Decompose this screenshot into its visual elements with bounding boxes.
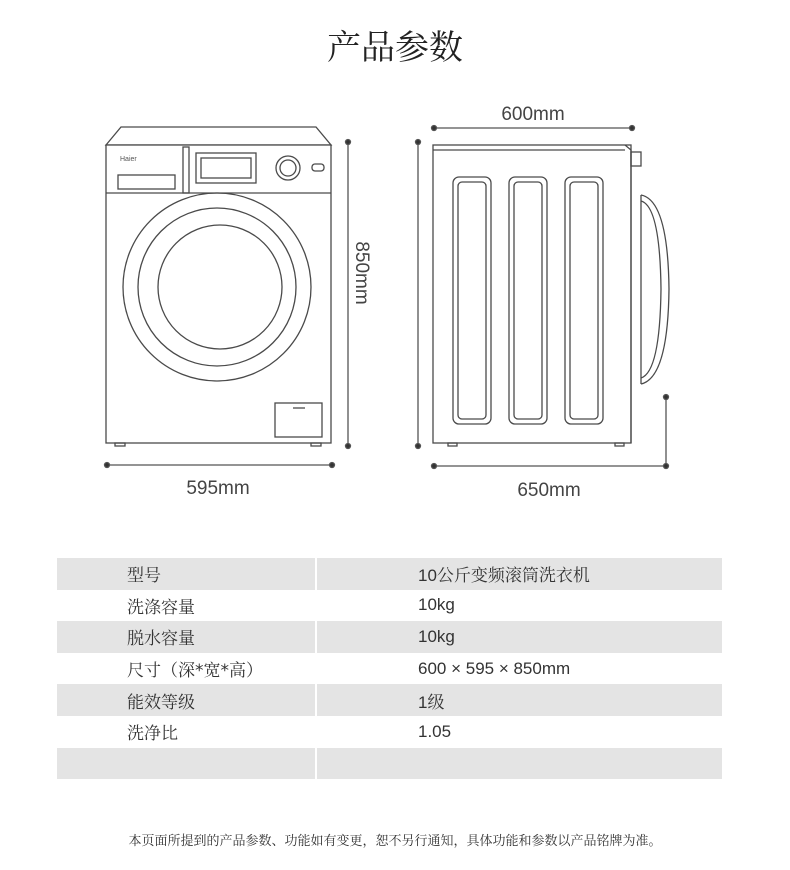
spec-label: 洗涤容量 <box>127 597 195 618</box>
page-title: 产品参数 <box>327 28 463 68</box>
spec-label: 脱水容量 <box>57 621 315 653</box>
front-view <box>106 127 331 446</box>
spec-label <box>57 748 315 780</box>
spec-row-model <box>57 558 722 590</box>
footnote: 本页面所提到的产品参数、功能如有变更，恕不另行通知，具体功能和参数以产品铭牌为准。 <box>128 834 662 849</box>
spec-label: 洗净比 <box>127 724 178 745</box>
spec-value: 10kg <box>317 621 722 653</box>
spec-value: 1级 <box>317 684 722 716</box>
spec-row-spin-capacity <box>57 621 722 653</box>
spec-label: 能效等级 <box>57 684 315 716</box>
spec-row-empty <box>57 748 722 780</box>
spec-value: 600 × 595 × 850mm <box>418 658 571 678</box>
spec-row-wash-capacity <box>57 590 722 622</box>
spec-value: 10kg <box>418 595 455 615</box>
spec-label: 尺寸（深*宽*高） <box>127 661 263 682</box>
side-view <box>433 145 669 446</box>
spec-value: 10公斤变频滚筒洗衣机 <box>317 558 722 590</box>
depth-top-label: 600mm <box>501 104 565 125</box>
depth-bottom-label: 650mm <box>517 480 581 501</box>
spec-value <box>317 748 722 780</box>
brand-logo: Haier <box>120 156 137 163</box>
spec-label: 型号 <box>57 558 315 590</box>
width-label: 595mm <box>186 478 250 499</box>
height-label: 850mm <box>351 241 372 305</box>
spec-value: 1.05 <box>418 721 452 741</box>
spec-row-size <box>57 653 722 685</box>
spec-row-energy-grade <box>57 684 722 716</box>
spec-table <box>57 558 722 779</box>
spec-row-wash-ratio <box>57 716 722 748</box>
